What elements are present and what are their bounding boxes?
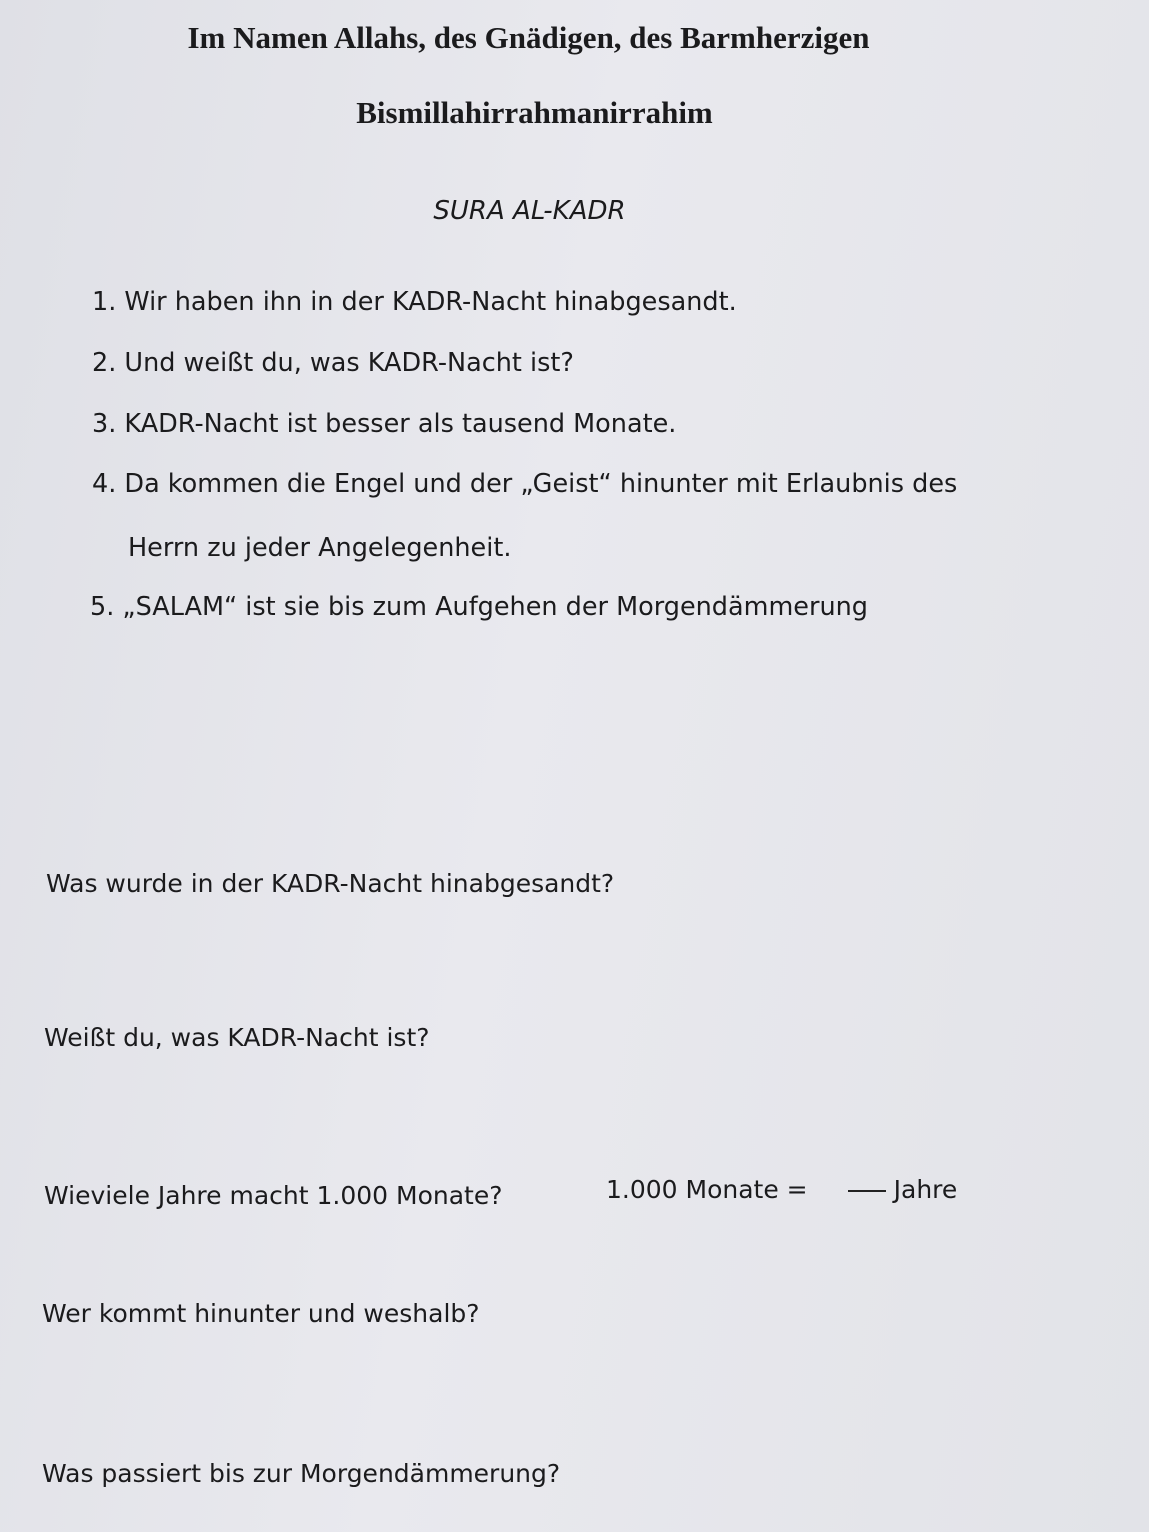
- equation-unit: Jahre: [893, 1175, 958, 1204]
- question-4: Wer kommt hinunter und weshalb?: [42, 1299, 480, 1328]
- verse-5: 5. „SALAM“ ist sie bis zum Aufgehen der Morgendämmerung: [90, 592, 868, 622]
- bismillah-transliteration-heading: Bismillahirrahmanirrahim: [356, 95, 713, 130]
- verse-3: 3. KADR-Nacht ist besser als tausend Monate.: [92, 409, 677, 439]
- equation-label: 1.000 Monate =: [606, 1175, 808, 1204]
- sura-title: SURA AL-KADR: [433, 196, 626, 226]
- question-3-equation: [606, 1174, 957, 1206]
- verse-4-continuation: Herrn zu jeder Angelegenheit.: [128, 533, 512, 563]
- bismillah-german-heading: Im Namen Allahs, des Gnädigen, des Barmherzigen: [187, 20, 870, 55]
- question-1: Was wurde in der KADR-Nacht hinabgesandt?: [46, 869, 615, 898]
- verse-2: 2. Und weißt du, was KADR-Nacht ist?: [92, 348, 574, 378]
- question-3: Wieviele Jahre macht 1.000 Monate?: [44, 1181, 503, 1210]
- question-5: Was passiert bis zur Morgendämmerung?: [42, 1459, 561, 1488]
- verse-4: 4. Da kommen die Engel und der „Geist“ hinunter mit Erlaubnis des: [92, 469, 958, 499]
- answer-blank[interactable]: [848, 1190, 886, 1192]
- verse-1: 1. Wir haben ihn in der KADR-Nacht hinabgesandt.: [92, 287, 737, 317]
- question-2: Weißt du, was KADR-Nacht ist?: [44, 1023, 430, 1052]
